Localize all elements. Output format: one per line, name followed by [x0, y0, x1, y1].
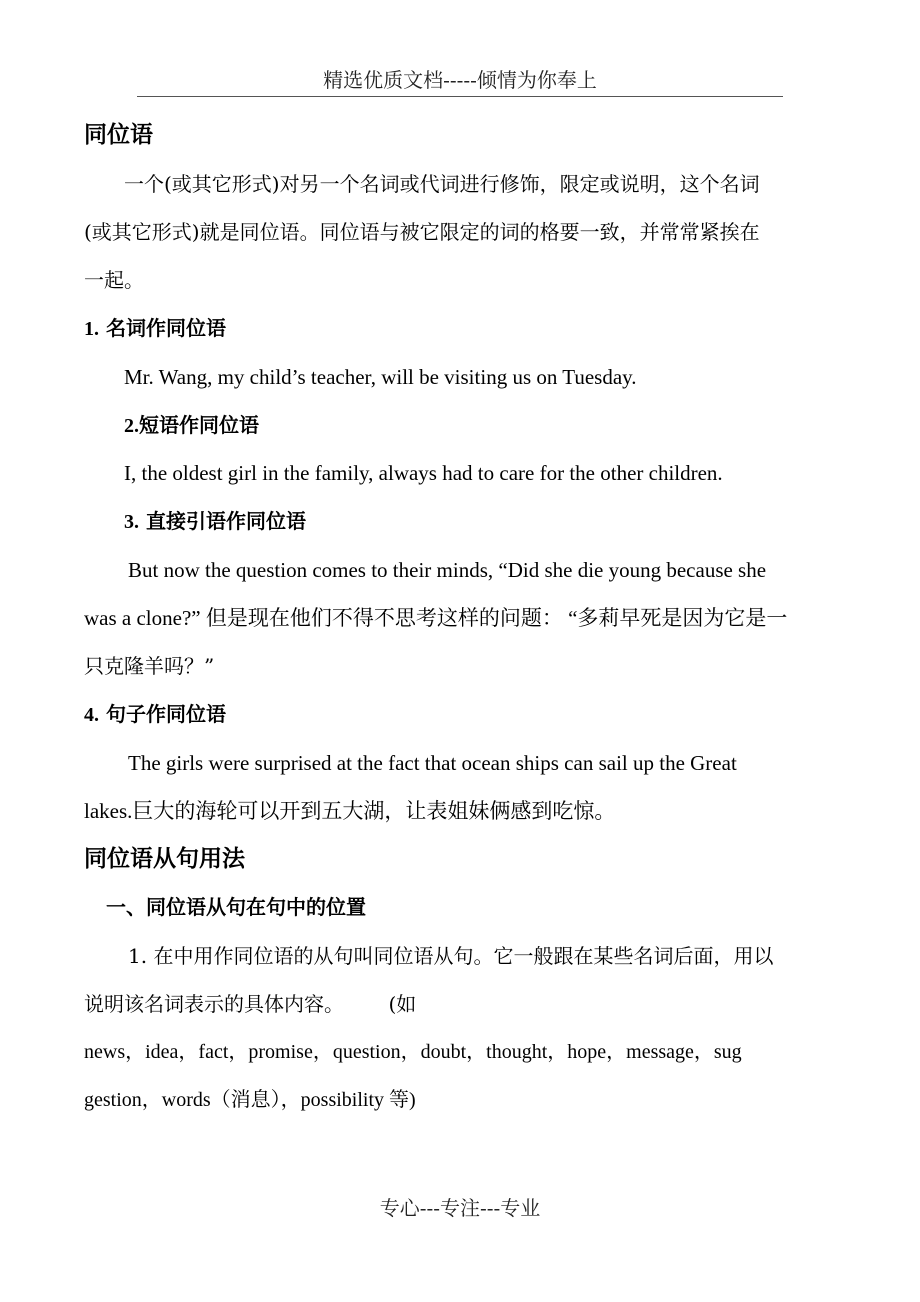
item-3-heading: [124, 497, 894, 546]
section-2-subtitle: 一、同位语从句在句中的位置: [106, 895, 366, 919]
item-1-example: Mr. Wang, my child’s teacher, will be visiting us on Tuesday.: [124, 365, 637, 389]
item-2-label: 短语作同位语: [139, 413, 259, 437]
item-1-number: 1.: [84, 318, 99, 340]
section-title: 同位语: [84, 122, 153, 148]
section-2-para-line-1: 1. 在中用作同位语的从句叫同位语从句。它一般跟在某些名词后面，用以: [128, 944, 774, 968]
item-2-example: I, the oldest girl in the family, always had to care for the other children.: [124, 461, 723, 485]
section-2-title: 同位语从句用法: [84, 846, 245, 872]
item-4-number: 4.: [84, 704, 99, 726]
item-1-heading: [84, 304, 854, 353]
page-header: 精选优质文档-----倾情为你奉上: [323, 68, 597, 92]
section-2-para-line-4: gestion，words（消息），possibility 等): [84, 1089, 416, 1111]
item-3-example-line-2: was a clone?” 但是现在他们不得不思考这样的问题： “多莉早死是因为它是一: [84, 606, 788, 630]
item-4-example-line-2: lakes.巨大的海轮可以开到五大湖，让表姐妹俩感到吃惊。: [84, 799, 616, 823]
item-3-example-line-3: 只克隆羊吗？”: [84, 654, 215, 678]
item-3-example-line-1: But now the question comes to their minds, “Did she die young because she: [128, 558, 767, 582]
item-2-heading: [124, 401, 894, 450]
item-4-example-line-1: The girls were surprised at the fact that ocean ships can sail up the Great: [128, 751, 737, 775]
section-2-para-line-2: 说明该名词表示的具体内容。 (如: [84, 992, 417, 1016]
item-3-label: 直接引语作同位语: [145, 509, 306, 533]
section-2-para-line-3: news，idea，fact，promise，question，doubt，thought，hope，message，sug: [84, 1041, 742, 1063]
item-2-number: 2.: [124, 415, 139, 437]
item-4-heading: [84, 690, 854, 739]
page-footer: 专心---专注---专业: [379, 1196, 541, 1220]
item-1-label: 名词作同位语: [105, 316, 226, 340]
intro-line-3: 一起。: [84, 268, 144, 292]
intro-line-2: (或其它形式)就是同位语。同位语与被它限定的词的格要一致，并常常紧挨在: [84, 220, 760, 244]
header-rule: [137, 96, 783, 97]
intro-line-1: 一个(或其它形式)对另一个名词或代词进行修饰，限定或说明，这个名词: [124, 172, 760, 196]
item-3-number: 3.: [124, 511, 139, 533]
item-4-label: 句子作同位语: [105, 702, 226, 726]
